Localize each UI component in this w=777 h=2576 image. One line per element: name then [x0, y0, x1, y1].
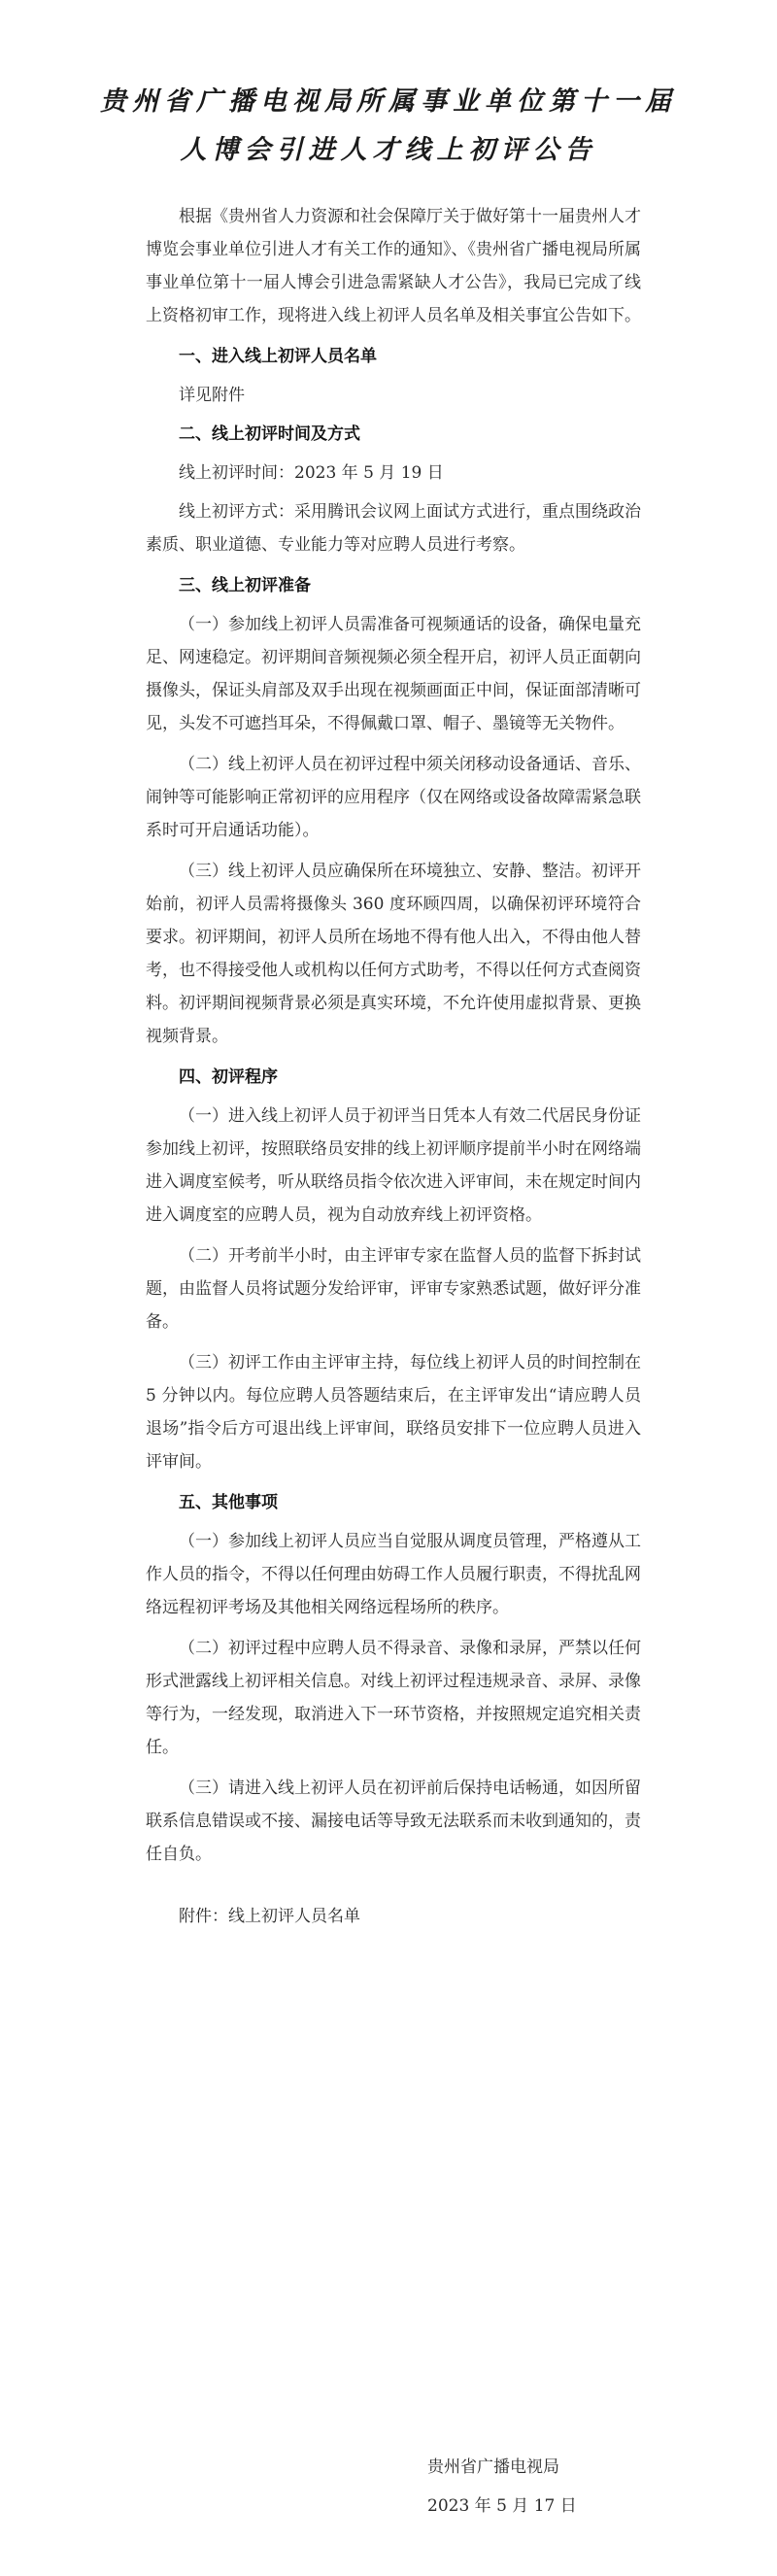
section-2-paragraph-1: 线上初评时间：2023 年 5 月 19 日 — [179, 463, 444, 483]
section-3-paragraph-3: （三）线上初评人员应确保所在环境独立、安静、整洁。初评开始前，初评人员需将摄像头 360 度环顾四周，以确保初评环境符合要求。初评期间，初评人员所在场地不得有他人出入，不得由他人替考，也不得接受他人或机构以任何方式助考，不得以任何方式查阅资料。初评期间视频背景必须是真实环境，不允许使用虚拟背景、更换视频背景。 — [146, 862, 641, 1046]
section-5-paragraph-1: （一）参加线上初评人员应当自觉服从调度员管理，严格遵从工作人员的指令，不得以任何理由妨碍工作人员履行职责，不得扰乱网络远程初评考场及其他相关网络远程场所的秩序。 — [146, 1532, 641, 1617]
intro-paragraph: 根据《贵州省人力资源和社会保障厅关于做好第十一届贵州人才博览会事业单位引进人才有关工作的通知》、《贵州省广播电视局所属事业单位第十一届人博会引进急需紧缺人才公告》，我局已完成了线上资格初审工作，现将进入线上初评人员名单及相关事宜公告如下。 — [146, 207, 641, 325]
signature-org: 贵州省广播电视局 — [427, 2457, 559, 2477]
signature-date: 2023 年 5 月 17 日 — [427, 2496, 577, 2516]
announcement-body — [146, 200, 641, 1933]
page-title-line-1: 贵州省广播电视局所属事业单位第十一届 — [100, 86, 677, 117]
section-5-paragraph-3: （三）请进入线上初评人员在初评前后保持电话畅通，如因所留联系信息错误或不接、漏接电话等导致无法联系而未收到通知的，责任自负。 — [146, 1779, 641, 1864]
section-4-paragraph-1: （一）进入线上初评人员于初评当日凭本人有效二代居民身份证参加线上初评，按照联络员安排的线上初评顺序提前半小时在网络端进入调度室候考，听从联络员指令依次进入评审间，未在规定时间内进入调度室的应聘人员，视为自动放弃线上初评资格。 — [146, 1106, 641, 1225]
section-1-paragraph-1: 详见附件 — [179, 386, 245, 405]
section-5-paragraph-2: （二）初评过程中应聘人员不得录音、录像和录屏，严禁以任何形式泄露线上初评相关信息。对线上初评过程违规录音、录屏、录像等行为，一经发现，取消进入下一环节资格，并按照规定追究相关责任。 — [146, 1639, 641, 1757]
attachment-note: 附件：线上初评人员名单 — [179, 1907, 360, 1926]
section-3-paragraph-2: （二）线上初评人员在初评过程中须关闭移动设备通话、音乐、闹钟等可能影响正常初评的应用程序（仅在网络或设备故障需紧急联系时可开启通话功能）。 — [146, 755, 641, 840]
section-heading-2: 二、线上初评时间及方式 — [179, 424, 360, 444]
section-4-paragraph-2: （二）开考前半小时，由主评审专家在监督人员的监督下拆封试题，由监督人员将试题分发给评审，评审专家熟悉试题，做好评分准备。 — [146, 1246, 641, 1332]
section-2-paragraph-2: 线上初评方式：采用腾讯会议网上面试方式进行，重点围绕政治素质、职业道德、专业能力等对应聘人员进行考察。 — [146, 502, 641, 555]
section-heading-3: 三、线上初评准备 — [179, 576, 311, 595]
section-heading-5: 五、其他事项 — [179, 1493, 278, 1512]
signature-block — [427, 2448, 641, 2525]
section-4-paragraph-3: （三）初评工作由主评审主持，每位线上初评人员的时间控制在 5 分钟以内。每位应聘人员答题结束后，在主评审发出“请应聘人员退场”指令后方可退出线上评审间，联络员安排下一位应聘人员进入评审间。 — [146, 1353, 641, 1472]
section-heading-4: 四、初评程序 — [179, 1068, 278, 1087]
section-heading-1: 一、进入线上初评人员名单 — [179, 347, 377, 366]
section-3-paragraph-1: （一）参加线上初评人员需准备可视频通话的设备，确保电量充足、网速稳定。初评期间音频视频必须全程开启，初评人员正面朝向摄像头，保证头肩部及双手出现在视频画面正中间，保证面部清晰可见，头发不可遮挡耳朵，不得佩戴口罩、帽子、墨镜等无关物件。 — [146, 615, 641, 733]
page-title-line-2: 人博会引进人才线上初评公告 — [180, 135, 597, 165]
